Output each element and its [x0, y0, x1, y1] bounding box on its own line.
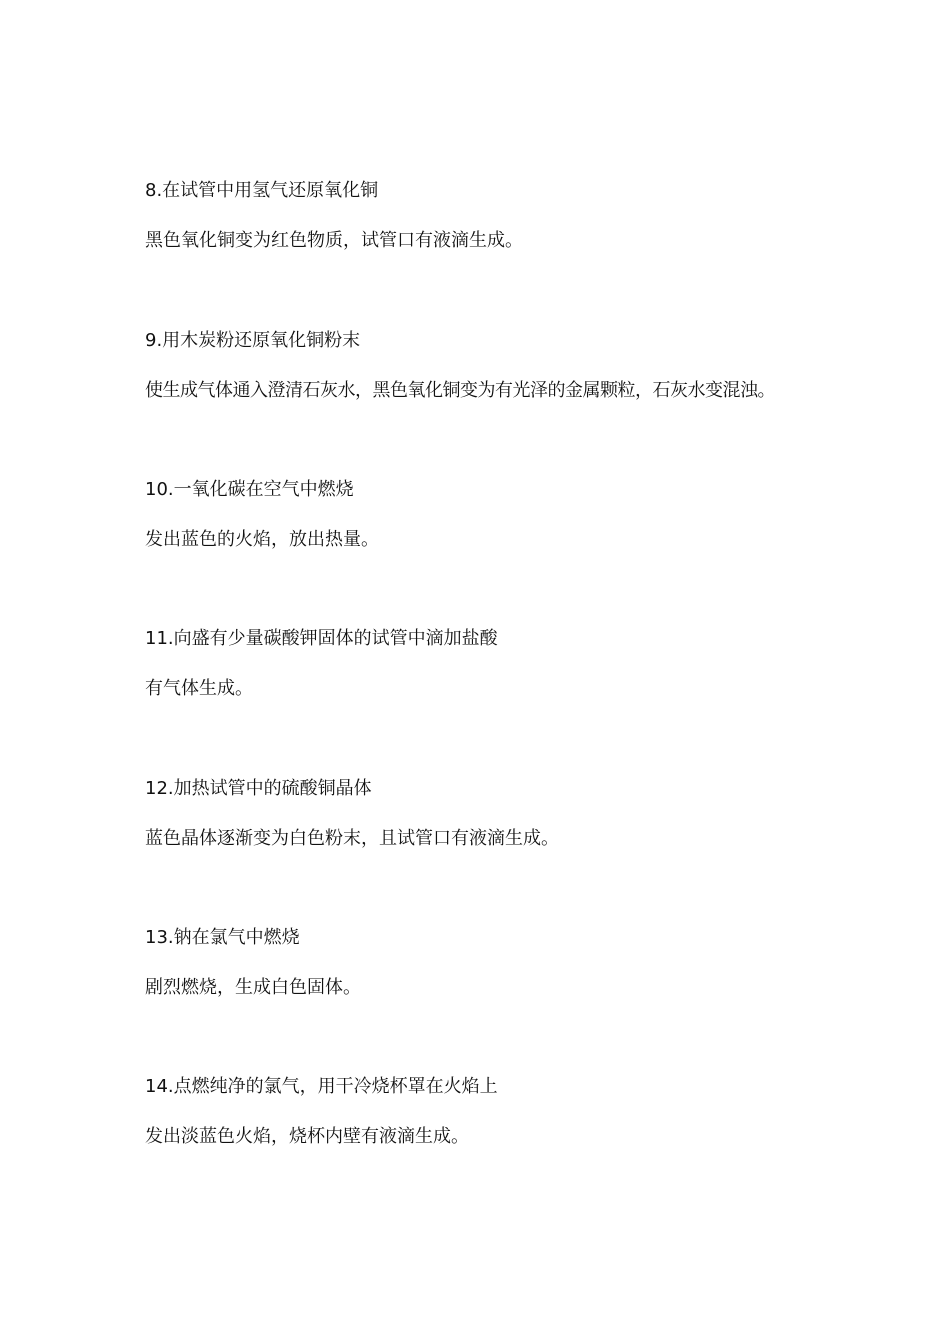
experiment-observation-13: 剧烈燃烧，生成白色固体。	[145, 977, 361, 998]
experiment-heading-12: 12.加热试管中的硫酸铜晶体	[145, 778, 372, 799]
experiment-observation-9: 使生成气体通入澄清石灰水，黑色氧化铜变为有光泽的金属颗粒，石灰水变混浊。	[145, 380, 775, 401]
experiment-heading-14: 14.点燃纯净的氯气，用干冷烧杯罩在火焰上	[145, 1076, 498, 1097]
experiment-heading-8: 8.在试管中用氢气还原氧化铜	[145, 180, 379, 201]
experiment-observation-10: 发出蓝色的火焰，放出热量。	[145, 529, 379, 550]
experiment-observation-12: 蓝色晶体逐渐变为白色粉末，且试管口有液滴生成。	[145, 828, 559, 849]
experiment-observation-14: 发出淡蓝色火焰，烧杯内壁有液滴生成。	[145, 1126, 469, 1147]
experiment-heading-11: 11.向盛有少量碳酸钾固体的试管中滴加盐酸	[145, 628, 498, 649]
experiment-heading-10: 10.一氧化碳在空气中燃烧	[145, 479, 354, 500]
experiment-observation-8: 黑色氧化铜变为红色物质，试管口有液滴生成。	[145, 230, 523, 251]
experiment-heading-13: 13.钠在氯气中燃烧	[145, 927, 300, 948]
experiment-observation-11: 有气体生成。	[145, 678, 253, 699]
experiment-heading-9: 9.用木炭粉还原氧化铜粉末	[145, 330, 361, 351]
